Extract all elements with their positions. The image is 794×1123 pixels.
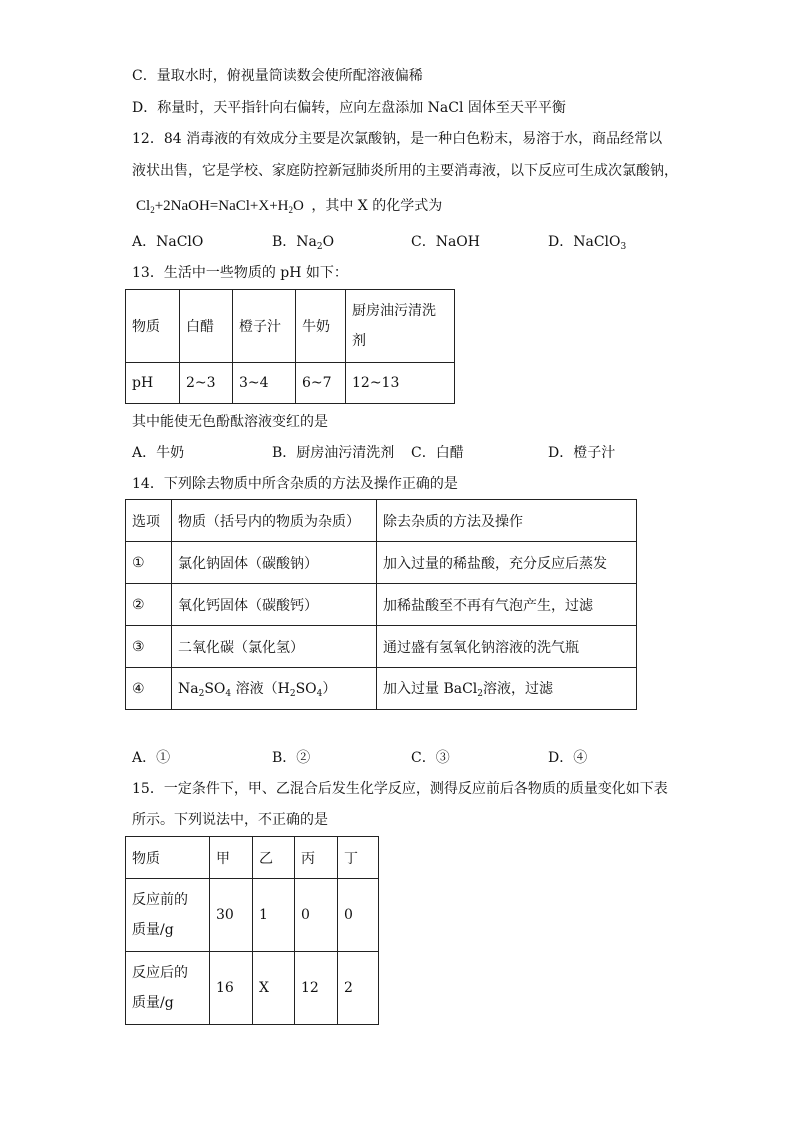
q14-row4-method: 加入过量 BaCl$_2$溶液，过滤 xyxy=(377,668,637,710)
q15-row1-label-a: 反应前的 xyxy=(132,892,188,908)
q13-question: 其中能使无色酚酞溶液变红的是 xyxy=(132,414,328,430)
q14-row1-option: ① xyxy=(126,542,172,584)
q15-row2-yi: X xyxy=(253,952,295,1025)
q15-row1-yi: 1 xyxy=(253,879,295,952)
q15-row2-label xyxy=(126,952,210,1025)
q14-option-d[interactable]: D．④ xyxy=(548,750,588,766)
q11-option-d: D．称量时，天平指针向右偏转，应向左盘添加 NaCl 固体至天平平衡 xyxy=(132,100,566,116)
q12-stem-line2: 液状出售，它是学校、家庭防控新冠肺炎所用的主要消毒液，以下反应可生成次氯酸钠， xyxy=(132,163,678,179)
q12-option-b-text: B．Na xyxy=(272,234,317,250)
q14-row2-substance: 氧化钙固体（碳酸钙） xyxy=(172,584,377,626)
table-row xyxy=(126,668,637,710)
q14-row3-method: 通过盛有氢氧化钠溶液的洗气瓶 xyxy=(377,626,637,668)
q14-option-c[interactable]: C．③ xyxy=(411,750,450,766)
q12-option-c[interactable]: C．NaOH xyxy=(411,234,480,250)
q13-option-d[interactable]: D．橙子汁 xyxy=(548,445,616,461)
q14-row1-substance: 氯化钠固体（碳酸钠） xyxy=(172,542,377,584)
q13-option-a[interactable]: A．牛奶 xyxy=(132,445,185,461)
q13-header-milk: 牛奶 xyxy=(296,290,346,363)
q14-row4-sub-b: SO xyxy=(204,681,226,697)
q13-value-milk: 6~7 xyxy=(296,363,346,404)
q11-option-c: C．量取水时，俯视量筒读数会使所配溶液偏稀 xyxy=(132,68,423,84)
q15-row1-jia: 30 xyxy=(210,879,253,952)
q15-row2-ding: 2 xyxy=(338,952,379,1025)
q14-row4-sub-e: ） xyxy=(322,681,337,697)
q15-header-substance: 物质 xyxy=(126,837,210,879)
table-row xyxy=(126,952,379,1025)
q12-equation: $Cl_2+2NaOH=NaCl+X+H_2O$ ，其中 X 的化学式为 xyxy=(136,198,443,215)
q14-row2-option: ② xyxy=(126,584,172,626)
q14-row4-option: ④ xyxy=(126,668,172,710)
q15-row1-ding: 0 xyxy=(338,879,379,952)
q15-stem-line1: 15．一定条件下，甲、乙混合后发生化学反应，测得反应前后各物质的质量变化如下表 xyxy=(132,781,668,797)
q14-row4-method-a: 加入过量 BaCl xyxy=(383,681,478,697)
q13-value-vinegar: 2~3 xyxy=(180,363,233,404)
q14-row3-substance: 二氧化碳（氯化氢） xyxy=(172,626,377,668)
table-row xyxy=(126,542,637,584)
q12-stem-line1: 12．84 消毒液的有效成分主要是次氯酸钠，是一种白色粉末，易溶于水，商品经常以 xyxy=(132,131,663,147)
q13-value-orange-juice: 3~4 xyxy=(233,363,296,404)
q14-header-method: 除去杂质的方法及操作 xyxy=(377,500,637,542)
q14-row3-option: ③ xyxy=(126,626,172,668)
q15-row2-label-b: 质量/g xyxy=(132,995,174,1011)
q15-row2-label-a: 反应后的 xyxy=(132,965,188,981)
q15-row1-label-b: 质量/g xyxy=(132,922,174,938)
q14-option-a[interactable]: A．① xyxy=(132,750,171,766)
q15-row2-jia: 16 xyxy=(210,952,253,1025)
q15-header-ding: 丁 xyxy=(338,837,379,879)
q13-row-label: pH xyxy=(126,363,180,404)
q14-table xyxy=(125,499,637,710)
q12-option-b[interactable]: B．$Na_2O$ xyxy=(272,234,335,252)
q13-ph-table xyxy=(125,289,455,404)
q13-header-cleaner xyxy=(346,290,455,363)
q14-stem: 14．下列除去物质中所含杂质的方法及操作正确的是 xyxy=(132,476,458,492)
q13-option-b[interactable]: B．厨房油污清洗剂 xyxy=(272,445,395,461)
q13-header-cleaner-b: 剂 xyxy=(352,333,366,349)
q14-row1-method: 加入过量的稀盐酸，充分反应后蒸发 xyxy=(377,542,637,584)
q13-header-vinegar: 白醋 xyxy=(180,290,233,363)
table-row xyxy=(126,626,637,668)
q14-header-substance: 物质（括号内的物质为杂质） xyxy=(172,500,377,542)
q12-option-a[interactable]: A．NaClO xyxy=(132,234,204,250)
q15-header-bing: 丙 xyxy=(295,837,338,879)
q15-row1-label xyxy=(126,879,210,952)
q12-equation-suffix: ，其中 X 的化学式为 xyxy=(311,198,443,214)
table-row xyxy=(126,584,637,626)
q14-row4-sub-c: 溶液（H xyxy=(235,681,290,697)
table-row xyxy=(126,879,379,952)
q14-row4-method-b: 溶液，过滤 xyxy=(483,681,554,697)
q12-option-d-text: D．NaClO xyxy=(548,234,621,250)
q15-row1-bing: 0 xyxy=(295,879,338,952)
q14-row2-method: 加稀盐酸至不再有气泡产生，过滤 xyxy=(377,584,637,626)
q13-stem: 13．生活中一些物质的 pH 如下： xyxy=(132,265,348,281)
q15-row2-bing: 12 xyxy=(295,952,338,1025)
q13-option-c[interactable]: C．白醋 xyxy=(411,445,464,461)
q15-stem-line2: 所示。下列说法中，不正确的是 xyxy=(132,812,328,828)
q14-option-b[interactable]: B．② xyxy=(272,750,311,766)
q13-header-cleaner-a: 厨房油污清洗 xyxy=(352,303,436,319)
q14-row4-sub-d: SO xyxy=(295,681,317,697)
q13-value-cleaner: 12~13 xyxy=(346,363,455,404)
q12-option-d[interactable]: D．NaClO$_3$ xyxy=(548,234,627,252)
q14-header-option: 选项 xyxy=(126,500,172,542)
q15-mass-table xyxy=(125,836,379,1025)
q14-row4-sub-a: Na xyxy=(178,681,199,697)
q13-header-orange-juice: 橙子汁 xyxy=(233,290,296,363)
q15-header-yi: 乙 xyxy=(253,837,295,879)
q13-header-substance: 物质 xyxy=(126,290,180,363)
q15-header-jia: 甲 xyxy=(210,837,253,879)
q14-row4-substance: $Na_2SO_4$ 溶液$(H_2SO_4)$ xyxy=(172,668,377,710)
